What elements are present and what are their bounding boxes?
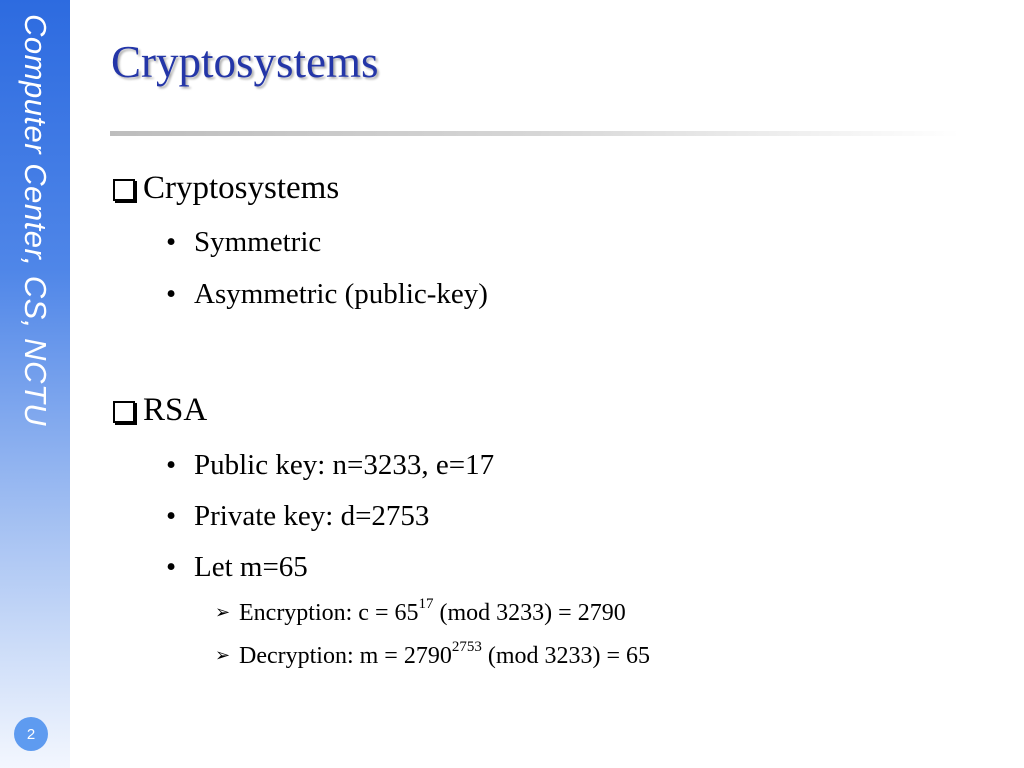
list-item <box>166 451 494 480</box>
formula-prefix: Encryption: c = 65 <box>239 600 419 626</box>
dot-bullet-icon: • <box>166 449 177 481</box>
section-heading-rsa <box>113 394 207 427</box>
list-item <box>166 502 429 531</box>
arrowhead-bullet-icon: ➢ <box>215 645 231 666</box>
list-item <box>166 228 321 257</box>
list-item-label: Private key: d=2753 <box>194 500 430 532</box>
formula-prefix: Decryption: m = 2790 <box>239 643 452 669</box>
formula-suffix: (mod 3233) = 65 <box>481 643 651 669</box>
sub-list-item-encryption <box>215 596 626 626</box>
list-item <box>166 280 488 309</box>
title-divider <box>110 131 960 136</box>
list-item-label: Public key: n=3233, e=17 <box>194 449 495 481</box>
arrowhead-bullet-icon: ➢ <box>215 602 231 623</box>
dot-bullet-icon: • <box>166 551 177 583</box>
section-heading-label: Cryptosystems <box>143 170 340 206</box>
sidebar-label: Computer Center, CS, NCTU <box>18 14 53 427</box>
list-item <box>166 553 308 582</box>
list-item-label: Let m=65 <box>194 551 308 583</box>
section-heading-label: RSA <box>143 392 208 428</box>
dot-bullet-icon: • <box>166 278 177 310</box>
list-item-label: Symmetric <box>194 226 322 258</box>
list-item-label: Asymmetric (public-key) <box>194 278 488 310</box>
sidebar <box>0 0 70 768</box>
dot-bullet-icon: • <box>166 226 177 258</box>
page-number-badge: 2 <box>14 717 48 751</box>
formula-suffix: (mod 3233) = 2790 <box>433 600 626 626</box>
square-bullet-icon <box>113 401 135 423</box>
slide-title: Cryptosystems <box>111 37 379 87</box>
dot-bullet-icon: • <box>166 500 177 532</box>
sub-list-item-decryption <box>215 639 651 669</box>
formula-exponent: 2753 <box>451 639 482 655</box>
section-heading-cryptosystems <box>113 172 339 205</box>
formula-exponent: 17 <box>418 596 434 612</box>
square-bullet-icon <box>113 179 135 201</box>
